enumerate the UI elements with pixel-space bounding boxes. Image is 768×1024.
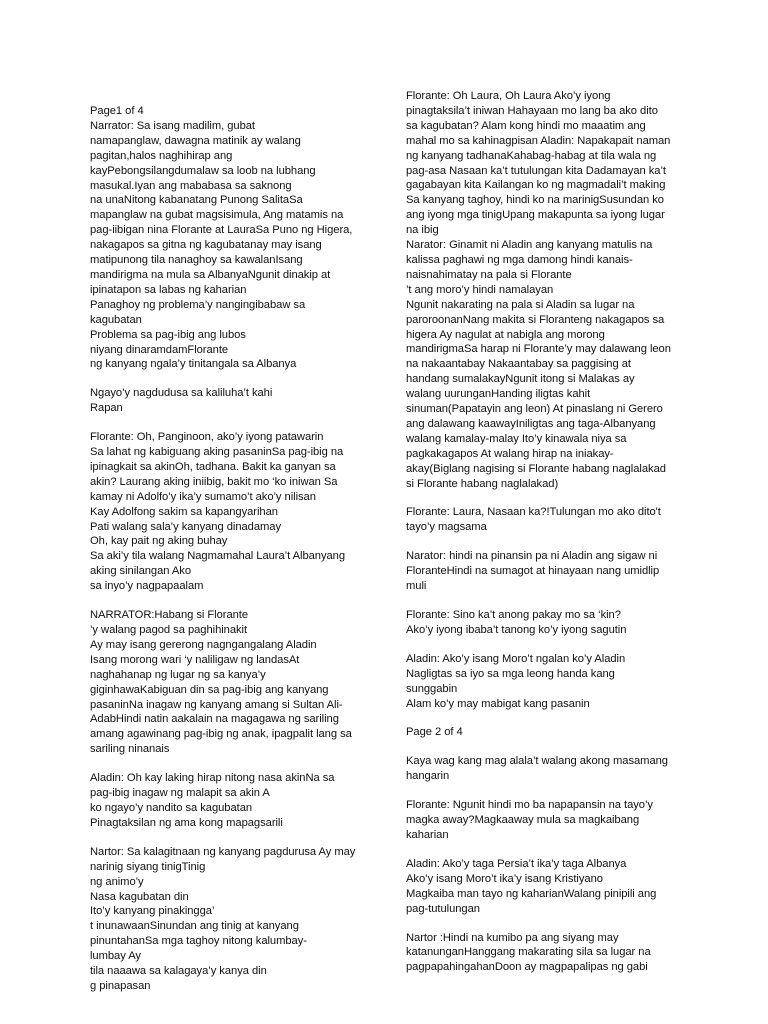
right-text-column [406,89,732,989]
text-line: Page 2 of 4 [406,726,463,739]
text-line: Sa aki’y tila walang Nagmamahal Laura’t Albanyang [90,550,346,563]
text-line: ng kanyang tadhanaKahabag-habag at tila wala ng [406,149,657,162]
text-line: masukal.Iyan ang mababasa sa saknong [90,179,292,192]
text-line: pinagtaksila’t iniwan Hahayaan mo lang ba ako dito [406,104,658,117]
text-line: Pinagtaksilan ng ama kong mapagsarili [90,816,283,829]
text-line: pagpapahingahanDoon ay magpapalipas ng gabi [406,961,648,974]
text-line: mandirigma na mula sa AlbanyaNgunit dinakip at [90,268,331,281]
text-line: magka away?Magkaaway mula sa magkaibang [406,814,640,827]
text-line: namapanglaw, dawagna matinik ay walang [90,134,301,147]
text-line: higera Ay nagulat at nabigla ang morong [406,328,605,341]
text-paragraph [90,430,416,594]
text-line: pasaninNa inagaw ng kanyang amang si Sultan Ali- [90,698,343,711]
text-paragraph [90,771,416,831]
text-paragraph [90,845,416,994]
text-line: Aladin: Oh kay laking hirap nitong nasa akinNa sa [90,772,335,785]
text-line: paroroonanNang makita si Floranteng nakagapos sa [406,313,665,326]
text-line: Aladin: Ako’y taga Persia’t ika’y taga Albanya [406,857,627,870]
text-line: akin? Laurang aking iniibig, bakit mo ‘ko iniwan Sa [90,475,338,488]
text-paragraph [406,754,732,784]
text-line: g pinapasan [90,979,151,992]
text-line: Nartor :Hindi na kumibo pa ang siyang may [406,931,619,944]
text-line: AdabHindi natin aakalain na magagawa ng sariling [90,713,339,726]
text-line: Florante: Oh Laura, Oh Laura Ako’y iyong [406,90,611,102]
text-paragraph [406,505,732,535]
text-line: akay(Biglang nagising si Florante habang naglalakad [406,462,666,475]
text-paragraph [406,931,732,976]
text-line: kayPebongsilangdumalaw sa loob na lubhang [90,164,316,177]
text-line: nakagapos sa gitna ng kagubatanay may isang [90,239,322,252]
text-line: Florante: Sino ka’t anong pakay mo sa ‘kin? [406,609,621,621]
text-line: FloranteHindi na sumagot at hinayaan nang umidlip [406,565,660,578]
text-line: Narrator: Sa isang madilim, gubat [90,119,255,132]
text-paragraph [406,608,732,638]
text-line: ’t ang moro’y hindi namalayan [406,283,554,296]
text-line: lumbay Ay [90,950,141,963]
text-line: Sa kanyang taghoy, hindi ko na marinigSusundan ko [406,194,664,207]
text-line: ng animo’y [90,875,144,888]
text-line: mapanglaw na gubat magsisimula, Ang matamis na [90,209,344,222]
text-line: ang dalawang kaawayIniligtas ang taga-Albanyang [406,417,656,430]
text-line: Panaghoy ng problema’y nangingibabaw sa [90,298,306,311]
text-line: kalissa paghawi ng mga damong hindi kanais- [406,253,633,266]
text-line: hangarin [406,770,450,783]
text-line: Isang morong wari ‘y naliligaw ng landasAt [90,653,300,666]
text-line: naisnahimatay na pala si Florante [406,268,572,281]
text-line: Ako’y iyong ibaba’t tanong ko’y iyong sagutin [406,623,627,636]
text-line: ipinatapon sa labas ng kaharian [90,283,247,296]
text-line: sariling ninanais [90,743,170,756]
text-line: Page1 of 4 [90,105,144,117]
text-line: amang agawinang pag-ibig ng anak, ipagpalit lang sa [90,728,352,741]
text-line: matipunong tila nanaghoy sa kawalanIsang [90,254,303,267]
text-line: kaharian [406,828,449,841]
text-line: na unaNitong kabanatang Punong SalitaSa [90,194,303,207]
text-line: kamay ni Adolfo’y ika’y sumamo’t ako’y nilisan [90,490,316,503]
text-paragraph [406,798,732,843]
text-line: si Florante habang naglalakad) [406,477,559,490]
text-line: na ibig [406,224,439,237]
text-line: Alam ko’y may mabigat kang pasanin [406,697,590,710]
text-line: Florante: Ngunit hindi mo ba napapansin na tayo’y [406,799,653,812]
text-line: sunggabin [406,682,458,695]
text-line: kagubatan [90,313,142,326]
text-line: Narator: hindi na pinansin pa ni Aladin ang sigaw ni [406,550,658,563]
text-line: Florante: Oh, Panginoon, ako’y iyong patawarin [90,431,324,444]
text-line: Florante: Laura, Nasaan ka?!Tulungan mo ako dito't [406,506,661,519]
text-line: tila naaawa sa kalagaya’y kanya din [90,965,267,978]
text-paragraph [90,608,416,757]
text-line: NARRATOR:Habang si Florante [90,609,249,622]
text-line: sa inyo’y nagpapaalam [90,580,204,593]
text-line: pag-ibig inagaw ng malapit sa akin A [90,787,270,800]
text-line: tayo’y magsama [406,521,487,534]
text-line: Aladin: Ako’y isang Moro’t ngalan ko’y Aladin [406,652,626,665]
text-line: ipinagkait sa akinOh, tadhana. Bakit ka ganyan sa [90,460,336,473]
text-line: Oh, kay pait ng aking buhay [90,535,228,548]
text-paragraph [406,725,732,740]
text-line: katanunganHanggang makarating sila sa lugar na [406,946,651,959]
text-line: pagitan,halos naghihirap ang [90,149,233,162]
text-line: pagkakagapos At walang hirap na iniakay- [406,447,614,460]
text-line: walang uurunganHanding iligtas kahit [406,388,591,401]
text-line: pag-asa Nasaan ka’t tutulungan kita Dadamayan ka’t [406,164,666,177]
text-line: ko ngayo’y nandito sa kagubatan [90,801,253,814]
text-paragraph [406,549,732,594]
text-line: pag-tutulungan [406,902,480,915]
text-line: Nagligtas sa iyo sa mga leong handa kang [406,667,615,680]
text-paragraph [90,386,416,416]
text-line: Kay Adolfong sakim sa kapangyarihan [90,505,278,518]
text-paragraph [90,104,416,372]
text-line: Ngunit nakarating na pala si Aladin sa lugar na [406,298,635,311]
text-line: pinuntahanSa mga taghoy nitong kalumbay- [90,935,307,948]
text-line: t inunawaanSinundan ang tinig at kanyang [90,920,299,933]
text-line: gagabayan kita Kailangan ko ng magmadali’t making [406,179,666,192]
text-line: Narator: Ginamit ni Aladin ang kanyang matulis na [406,239,653,252]
text-line: Rapan [90,402,123,415]
text-line: Magkaiba man tayo ng kaharianWalang pinipili ang [406,887,657,900]
text-line: Problema sa pag-ibig ang lubos [90,328,246,341]
text-line: walang kamalay-malay Ito’y kinawala niya sa [406,432,627,445]
text-line: sinuman(Papatayin ang leon) At pinaslang ni Gerero [406,403,663,416]
text-line: Nartor: Sa kalagitnaan ng kanyang pagdurusa Ay may [90,845,356,858]
text-line: sa kagubatan? Alam kong hindi mo maaatim ang [406,119,646,132]
text-paragraph [406,652,732,712]
left-text-column [90,104,416,1008]
text-line: Ito’y kanyang pinakingga’ [90,905,215,918]
text-line: ng kanyang ngala’y tinitangala sa Albanya [90,358,297,371]
text-line: narinig siyang tinigTinig [90,860,206,873]
text-line: giginhawaKabiguan din sa pag-ibig ang kanyang [90,683,329,696]
text-line: Ako’y isang Moro’t ika’y isang Kristiyano [406,872,603,885]
text-line: handang sumalakayNgunit itong si Malakas ay [406,373,635,386]
text-line: Pati walang sala’y kanyang dinadamay [90,520,281,533]
text-line: ’y walang pagod sa paghihinakit [90,624,248,636]
text-line: niyang dinaramdamFlorante [90,343,229,356]
text-line: ang iyong mga tinigUpang makapunta sa iyong lugar [406,209,665,222]
text-line: naghahanap ng lugar ng sa kanya’y [90,668,266,681]
text-line: Ngayo’y nagdudusa sa kaliluha’t kahi [90,387,273,400]
text-line: Nasa kagubatan din [90,890,189,903]
text-line: Ay may isang gererong nagngangalang Aladin [90,638,317,651]
text-line: mandirigmaSa harap ni Florante’y may dalawang leon [406,343,671,356]
text-line: Sa lahat ng kabiguang aking pasaninSa pag-ibig na [90,446,344,459]
text-line: na nakaantabay Nakaantabay sa paggising at [406,358,631,371]
text-line: mahal mo sa kahinagpisan Aladin: Napakapait naman [406,134,671,147]
text-line: muli [406,580,427,593]
text-paragraph [406,89,732,491]
text-line: aking sinilangan Ako [90,565,192,578]
text-paragraph [406,857,732,917]
text-line: Kaya wag kang mag alala’t walang akong masamang [406,755,668,768]
text-line: pag-iibigan nina Florante at LauraSa Puno ng Higera, [90,224,353,237]
